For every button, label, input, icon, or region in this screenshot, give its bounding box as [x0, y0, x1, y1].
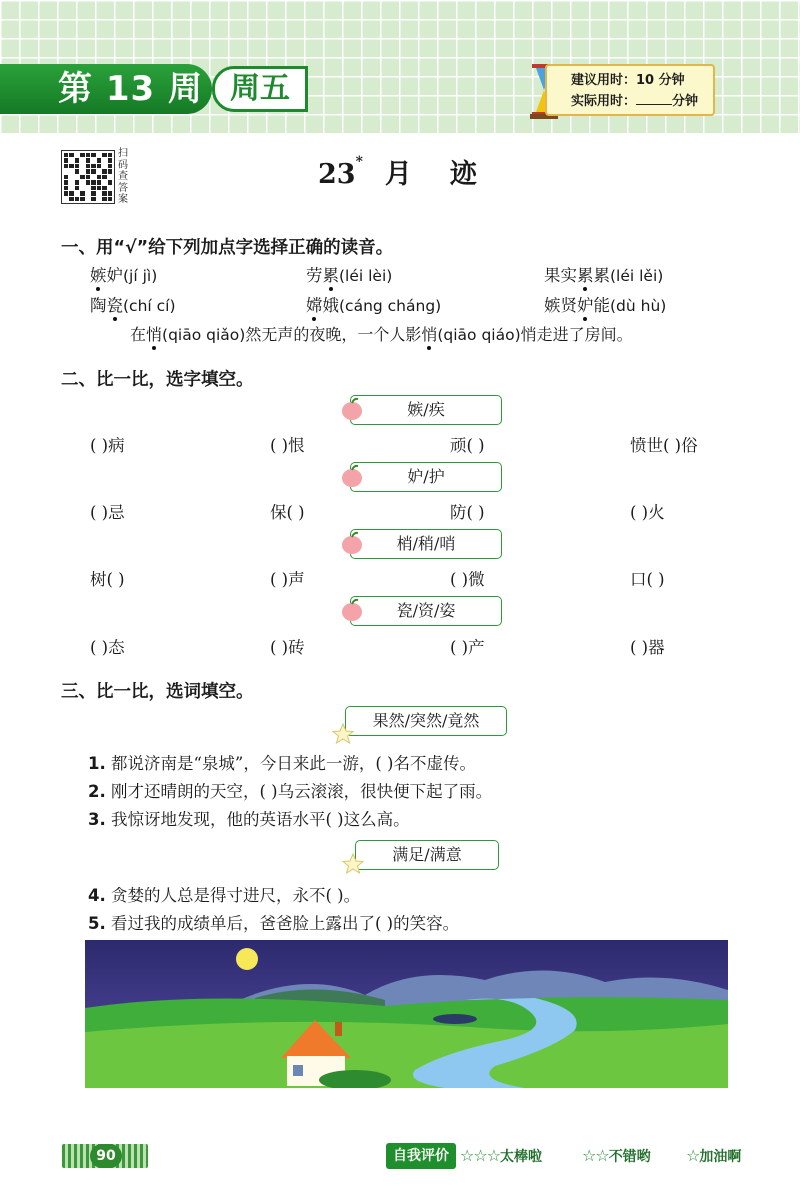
lesson-number: 23: [318, 159, 356, 190]
char-choice-box: 瓷/资/姿: [350, 596, 502, 626]
pinyin-options[interactable]: (cáng cháng): [339, 297, 442, 315]
actual-time-label: 实际用时：: [571, 94, 637, 109]
fill-blank-item[interactable]: ( )产: [450, 638, 485, 657]
fill-blank-item[interactable]: ( )砖: [270, 638, 305, 657]
fill-blank-item[interactable]: ( )器: [630, 638, 665, 657]
pinyin-item: 陶瓷(chí cí): [90, 296, 176, 315]
pinyin-options[interactable]: (jí jì): [123, 267, 158, 285]
night-landscape-illustration: [85, 940, 728, 1088]
pinyin-options[interactable]: (dù hù): [610, 297, 667, 315]
dotted-char: 嫉: [90, 266, 107, 285]
pinyin-sentence: 在悄(qiāo qiǎo)然无声的夜晚，一个人影悄(qiāo qiáo)悄走进了房间。: [130, 325, 633, 344]
pinyin-item: 嫦娥(cáng cháng): [306, 296, 442, 315]
sentence-2[interactable]: 2. 刚才还晴朗的天空，( )乌云滚滚，很快便下起了雨。: [88, 782, 493, 801]
sentence-4[interactable]: 4. 贪婪的人总是得寸进尺，永不( )。: [88, 886, 361, 905]
pinyin-item: 果实累累(léi lěi): [544, 266, 664, 285]
pinyin-item: 嫉贤妒能(dù hù): [544, 296, 667, 315]
star-icon: [341, 852, 365, 876]
word-choice-box: 满足/满意: [355, 840, 499, 870]
eval-option-great[interactable]: ☆☆☆太棒啦: [460, 1146, 543, 1165]
char-choice-box: 妒/护: [350, 462, 502, 492]
dotted-char: 嫦: [306, 296, 323, 315]
fill-blank-item[interactable]: ( )态: [90, 638, 125, 657]
fill-blank-item[interactable]: 防( ): [450, 503, 485, 522]
apple-icon: [341, 464, 363, 488]
eval-option-good[interactable]: ☆☆不错哟: [582, 1146, 651, 1165]
qr-caption: 扫码查答案: [118, 148, 128, 205]
sentence-3[interactable]: 3. 我惊讶地发现，他的英语水平( )这么高。: [88, 810, 410, 829]
dotted-char: 悄: [146, 325, 163, 344]
fill-blank-item[interactable]: 口( ): [630, 570, 665, 589]
actual-time-blank[interactable]: [636, 93, 672, 105]
apple-icon: [341, 598, 363, 622]
dotted-char: 瓷: [106, 296, 123, 315]
apple-icon: [341, 397, 363, 421]
pinyin-options[interactable]: (chí cí): [123, 297, 176, 315]
section3-heading: 三、比一比，选词填空。: [61, 682, 254, 702]
fill-blank-item[interactable]: ( )忌: [90, 503, 125, 522]
page-number-badge: [62, 1144, 148, 1168]
dotted-char: 累: [322, 266, 339, 285]
fill-blank-item[interactable]: ( )火: [630, 503, 665, 522]
actual-time-unit: 分钟: [672, 94, 699, 109]
suggested-time-value: 10 分钟: [636, 73, 685, 88]
star-rating-icon: ☆: [686, 1146, 700, 1165]
sentence-1[interactable]: 1. 都说济南是“泉城”，今日来此一游，( )名不虚传。: [88, 754, 476, 773]
pinyin-item: 劳累(léi lèi): [306, 266, 393, 285]
fill-blank-item[interactable]: ( )声: [270, 570, 305, 589]
pinyin-options[interactable]: (léi lěi): [610, 267, 664, 285]
day-label: 周五: [212, 66, 308, 112]
suggested-time-label: 建议用时：: [571, 73, 637, 88]
fill-blank-item[interactable]: 愤世( )俗: [630, 436, 698, 455]
lesson-title: [318, 152, 515, 191]
pinyin-options[interactable]: (qiāo qiáo): [437, 326, 521, 344]
section1-heading: 一、用“√”给下列加点字选择正确的读音。: [61, 238, 394, 258]
time-box: [545, 64, 715, 116]
apple-icon: [341, 531, 363, 555]
star-icon: [331, 722, 355, 746]
fill-blank-item[interactable]: 顽( ): [450, 436, 485, 455]
char-choice-box: 梢/稍/哨: [350, 529, 502, 559]
dotted-char: 悄: [421, 325, 438, 344]
section2-heading: 二、比一比，选字填空。: [61, 370, 254, 390]
fill-blank-item[interactable]: ( )病: [90, 436, 125, 455]
sentence-5[interactable]: 5. 看过我的成绩单后，爸爸脸上露出了( )的笑容。: [88, 914, 460, 933]
pinyin-options[interactable]: (qiāo qiǎo): [162, 326, 246, 344]
qr-code[interactable]: [61, 150, 115, 204]
word-choice-box: 果然/突然/竟然: [345, 706, 507, 736]
star-rating-icon: ☆☆☆: [460, 1146, 501, 1165]
week-label: 第 13 周: [0, 64, 212, 114]
pinyin-item: 嫉妒(jí jì): [90, 266, 158, 285]
self-eval-label: 自我评价: [386, 1143, 456, 1169]
char-choice-box: 嫉/疾: [350, 395, 502, 425]
page-number: 90: [90, 1144, 122, 1168]
dotted-char: 累: [577, 266, 594, 285]
star-rating-icon: ☆☆: [582, 1146, 609, 1165]
fill-blank-item[interactable]: ( )微: [450, 570, 485, 589]
fill-blank-item[interactable]: 保( ): [270, 503, 305, 522]
eval-option-tryharder[interactable]: ☆加油啊: [686, 1146, 742, 1165]
pinyin-options[interactable]: (léi lèi): [339, 267, 393, 285]
moon-icon: [236, 948, 258, 970]
lesson-name: 月迹: [384, 159, 515, 190]
fill-blank-item[interactable]: 树( ): [90, 570, 125, 589]
dotted-char: 妒: [577, 296, 594, 315]
fill-blank-item[interactable]: ( )恨: [270, 436, 305, 455]
lesson-mark: *: [355, 154, 363, 170]
